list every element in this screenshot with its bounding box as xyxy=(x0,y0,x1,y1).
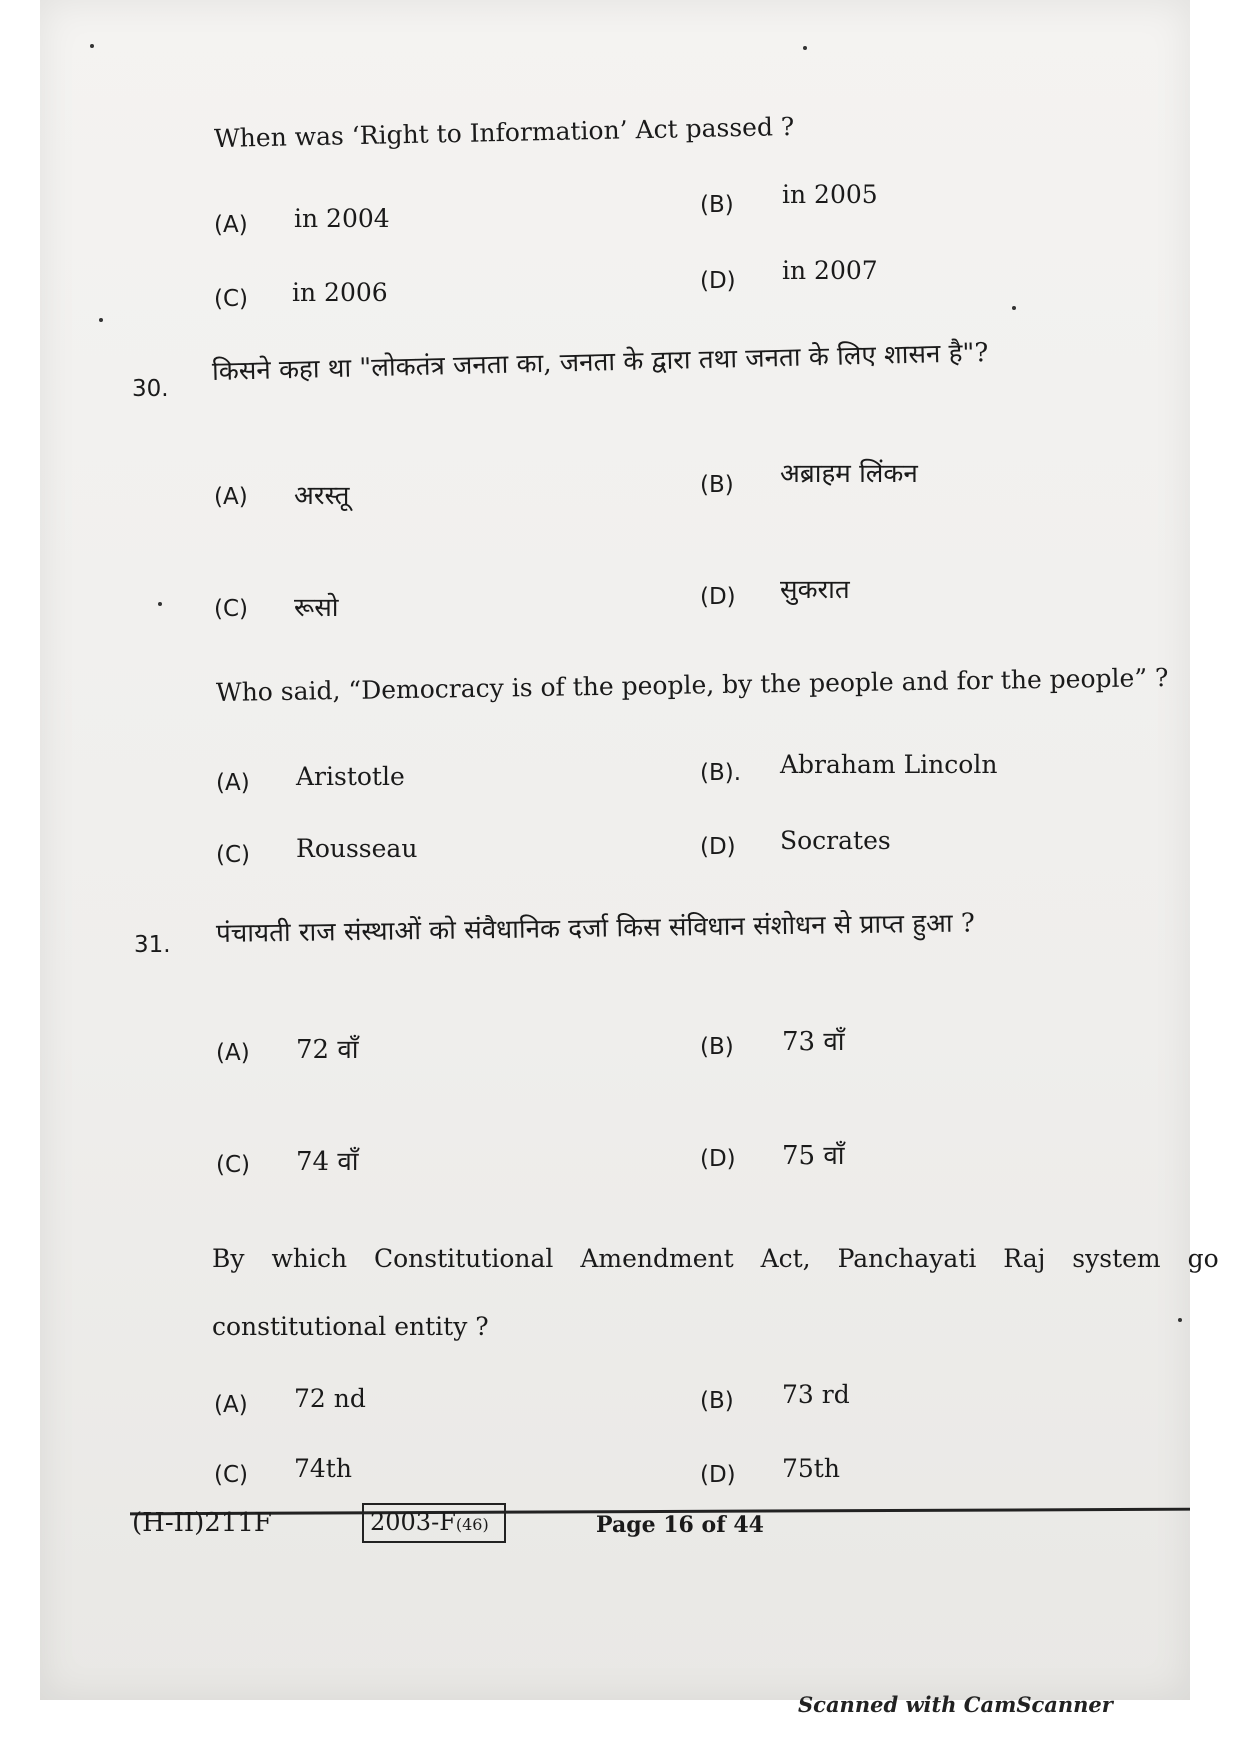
q31-hi-option-d-text: 75 वाँ xyxy=(782,1141,845,1171)
q30-en-option-b-text: Abraham Lincoln xyxy=(780,750,998,779)
q29-option-b-text: in 2005 xyxy=(782,180,878,209)
q29-option-b-label: (B) xyxy=(700,192,734,218)
q30-english-question: Who said, “Democracy is of the people, by the people and for the people” ? xyxy=(215,663,1169,707)
q31-number: 31. xyxy=(134,932,171,958)
q30-number: 30. xyxy=(132,376,169,402)
speck xyxy=(803,46,807,50)
q29-option-a-text: in 2004 xyxy=(294,204,390,233)
q31-en-option-c-text: 74th xyxy=(294,1454,352,1483)
q31-en-option-a-text: 72 nd xyxy=(294,1384,366,1413)
q30-hi-option-a-label: (A) xyxy=(214,484,248,510)
q30-en-option-d-text: Socrates xyxy=(780,826,891,855)
q30-hi-option-d-label: (D) xyxy=(700,584,736,610)
paper-code: (H-II)211F xyxy=(132,1508,272,1538)
speck xyxy=(90,44,94,48)
q30-en-option-a-label: (A) xyxy=(216,770,250,796)
q31-hindi-question: पंचायती राज संस्थाओं को संवैधानिक दर्जा किस संविधान संशोधन से प्राप्त हुआ ? xyxy=(215,908,976,949)
q30-hi-option-c-label: (C) xyxy=(214,596,249,622)
q31-hi-option-a-text: 72 वाँ xyxy=(296,1035,359,1065)
speck xyxy=(158,602,162,606)
q29-english-question: When was ‘Right to Information’ Act passed ? xyxy=(213,111,795,154)
q30-en-option-a-text: Aristotle xyxy=(296,762,405,791)
set-code-main: 2003-F xyxy=(370,1508,456,1536)
q30-en-option-c-text: Rousseau xyxy=(296,834,418,863)
set-code-sub: (46) xyxy=(455,1515,489,1534)
q29-option-c-label: (C) xyxy=(214,286,249,312)
q30-hi-option-b-text: अब्राहम लिंकन xyxy=(780,459,918,489)
q29-option-d-label: (D) xyxy=(700,268,736,294)
q31-en-option-c-label: (C) xyxy=(214,1462,249,1488)
q31-hi-option-d-label: (D) xyxy=(700,1146,736,1172)
speck xyxy=(1012,306,1016,310)
q30-hi-option-a-text: अरस्तू xyxy=(294,481,350,511)
q30-en-option-d-label: (D) xyxy=(700,834,736,860)
q30-hindi-question: किसने कहा था "लोकतंत्र जनता का, जनता के द्वारा तथा जनता के लिए शासन है"? xyxy=(211,338,989,387)
scanned-page xyxy=(40,0,1190,1700)
q31-en-option-b-label: (B) xyxy=(700,1388,734,1414)
speck xyxy=(99,318,103,322)
q31-hi-option-c-label: (C) xyxy=(216,1152,251,1178)
q31-english-question-line1: By which Constitutional Amendment Act, Panchayati Raj system go xyxy=(212,1244,1219,1273)
scanner-watermark: Scanned with CamScanner xyxy=(798,1692,1113,1717)
q31-hi-option-b-label: (B) xyxy=(700,1034,734,1060)
q31-en-option-d-text: 75th xyxy=(782,1454,840,1483)
q31-en-option-b-text: 73 rd xyxy=(782,1380,850,1409)
q30-en-option-c-label: (C) xyxy=(216,842,251,868)
q30-hi-option-d-text: सुकरात xyxy=(780,575,850,605)
q30-en-option-b-label: (B). xyxy=(700,760,742,786)
speck xyxy=(1178,1318,1182,1322)
set-code xyxy=(370,1508,489,1536)
q31-english-question-line2: constitutional entity ? xyxy=(212,1312,489,1341)
q29-option-a-label: (A) xyxy=(214,212,248,238)
q31-hi-option-b-text: 73 वाँ xyxy=(782,1027,845,1057)
q30-hi-option-b-label: (B) xyxy=(700,472,734,498)
q31-hi-option-c-text: 74 वाँ xyxy=(296,1147,359,1177)
q31-hi-option-a-label: (A) xyxy=(216,1040,250,1066)
page-number: Page 16 of 44 xyxy=(596,1512,764,1538)
q31-en-option-a-label: (A) xyxy=(214,1392,248,1418)
q29-option-c-text: in 2006 xyxy=(292,278,388,307)
q29-option-d-text: in 2007 xyxy=(782,256,878,285)
q31-en-option-d-label: (D) xyxy=(700,1462,736,1488)
q30-hi-option-c-text: रूसो xyxy=(294,593,339,623)
